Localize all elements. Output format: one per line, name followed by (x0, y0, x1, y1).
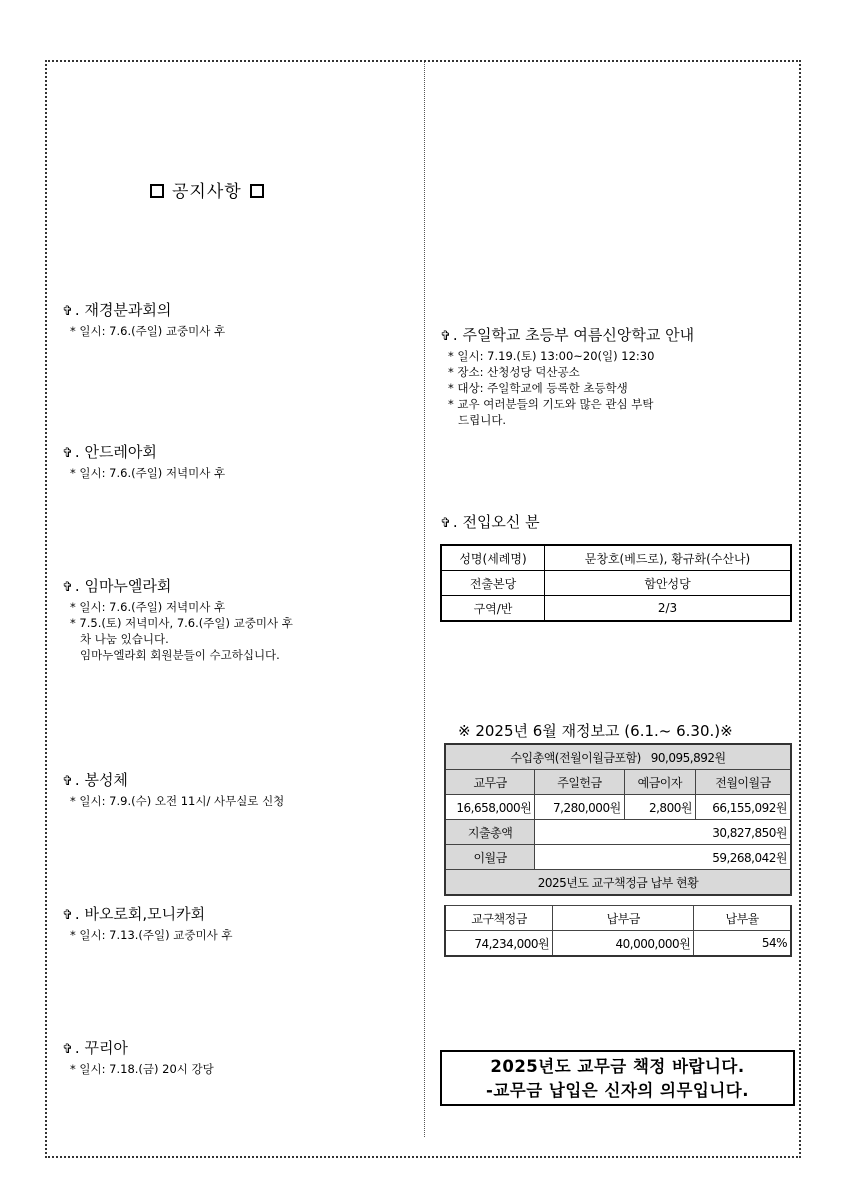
table-cell: 2/3 (545, 596, 792, 622)
table-cell: 전출본당 (441, 571, 545, 596)
table-header: 교구책정금 (445, 906, 553, 931)
table-row (445, 845, 791, 870)
cross-icon: ✞ (62, 446, 73, 461)
transfer-heading: 전입오신 분 (462, 513, 540, 531)
notice-line: 임마누엘라회 회원분들이 수고하십니다. (80, 648, 280, 662)
notice-title (150, 177, 264, 202)
table-header: 납부율 (694, 906, 791, 931)
table-header: 납부금 (553, 906, 694, 931)
table-row (445, 795, 791, 820)
contribution-banner (440, 1050, 795, 1106)
notice-item: ✞ . 바오로회,모니카회 * 일시: 7.13.(주일) 교중미사 후 (62, 905, 233, 942)
cross-icon: ✞ (62, 774, 73, 789)
table-row (441, 596, 791, 622)
column-divider (424, 62, 425, 1137)
notice-line: * 일시: 7.19.(토) 13:00~20(일) 12:30 (448, 349, 655, 363)
table-cell: 74,234,000원 (445, 931, 553, 957)
table-cell: 2,800원 (624, 795, 695, 820)
notice-line: * 일시: 7.6.(주일) 저녁미사 후 (70, 466, 226, 480)
notice-line: * 교우 여러분들의 기도와 많은 관심 부탁 (448, 397, 654, 411)
finance-table (444, 743, 792, 896)
notice-heading: 재경분과회의 (84, 301, 172, 319)
expense-label: 지출총액 (445, 820, 535, 845)
table-header: 교무금 (445, 770, 535, 795)
table-cell: 16,658,000원 (445, 795, 535, 820)
notice-line: * 장소: 산청성당 덕산공소 (448, 365, 580, 379)
square-icon (250, 184, 264, 198)
table-header: 전월이월금 (695, 770, 791, 795)
notice-item: ✞ . 봉성체 * 일시: 7.9.(수) 오전 11시/ 사무실로 신청 (62, 771, 285, 808)
notice-heading: 안드레아회 (84, 443, 157, 461)
income-total-value: 90,095,892원 (650, 750, 726, 765)
table-row (445, 744, 791, 770)
table-row (445, 770, 791, 795)
notice-heading: 봉성체 (84, 771, 128, 789)
table-row (445, 931, 791, 957)
notice-heading: 바오로회,모니카회 (84, 905, 206, 923)
cross-icon: ✞ (62, 580, 73, 595)
quota-title: 2025년도 교구책정금 납부 현황 (445, 870, 791, 896)
table-cell: 54% (694, 931, 791, 957)
table-cell: 7,280,000원 (535, 795, 624, 820)
notice-heading: 임마누엘라회 (84, 577, 172, 595)
quota-table (444, 905, 792, 957)
income-total-cell (445, 744, 791, 770)
notice-item: ✞ . 안드레아회 * 일시: 7.6.(주일) 저녁미사 후 (62, 443, 226, 480)
table-cell: 성명(세례명) (441, 545, 545, 571)
banner-line: -교무금 납입은 신자의 의무입니다. (486, 1081, 749, 1100)
notice-title-text: 공지사항 (172, 182, 242, 202)
table-row (445, 906, 791, 931)
notice-item: ✞ . 꾸리아 * 일시: 7.18.(금) 20시 강당 (62, 1039, 214, 1076)
notice-line: 차 나눔 있습니다. (80, 632, 169, 646)
transfer-section: ✞ . 전입오신 분 (440, 513, 540, 531)
notice-line: 드립니다. (458, 413, 507, 427)
cross-icon: ✞ (440, 329, 451, 344)
notice-line: * 일시: 7.6.(주일) 저녁미사 후 (70, 600, 226, 614)
table-header: 예금이자 (624, 770, 695, 795)
notice-line: * 일시: 7.6.(주일) 교중미사 후 (70, 324, 226, 338)
table-row (441, 545, 791, 571)
square-icon (150, 184, 164, 198)
notice-heading: 꾸리아 (84, 1039, 128, 1057)
table-cell: 문창호(베드로), 황규화(수산나) (545, 545, 792, 571)
notice-line: * 일시: 7.18.(금) 20시 강당 (70, 1062, 214, 1076)
cross-icon: ✞ (62, 304, 73, 319)
banner-line: 2025년도 교무금 책정 바랍니다. (490, 1057, 745, 1076)
notice-line: * 일시: 7.13.(주일) 교중미사 후 (70, 928, 233, 942)
cross-icon: ✞ (62, 1042, 73, 1057)
cross-icon: ✞ (62, 908, 73, 923)
table-row (445, 870, 791, 896)
notice-item: ✞ . 임마누엘라회 * 일시: 7.6.(주일) 저녁미사 후 * 7.5.(토) 저녁미사, 7.6.(주일) 교중미사 후 차 나눔 있습니다. 임마누엘라회 회원분들이 수고하십니다. (62, 577, 293, 662)
notice-line: * 일시: 7.9.(수) 오전 11시/ 사무실로 신청 (70, 794, 285, 808)
table-cell: 40,000,000원 (553, 931, 694, 957)
notice-line: * 7.5.(토) 저녁미사, 7.6.(주일) 교중미사 후 (70, 616, 293, 630)
notice-item: ✞ . 재경분과회의 * 일시: 7.6.(주일) 교중미사 후 (62, 301, 226, 338)
income-total-label: 수입총액(전월이월금포함) (510, 750, 641, 765)
table-cell: 구역/반 (441, 596, 545, 622)
carry-value: 59,268,042원 (535, 845, 791, 870)
carry-label: 이월금 (445, 845, 535, 870)
transfer-table (440, 544, 792, 622)
expense-value: 30,827,850원 (535, 820, 791, 845)
table-row (441, 571, 791, 596)
table-row (445, 820, 791, 845)
table-header: 주일헌금 (535, 770, 624, 795)
notice-heading: 주일학교 초등부 여름신앙학교 안내 (462, 326, 695, 344)
finance-title: ※ 2025년 6월 재정보고 (6.1.~ 6.30.)※ (458, 722, 733, 740)
school-notice: ✞ . 주일학교 초등부 여름신앙학교 안내 * 일시: 7.19.(토) 13:00~20(일) 12:30 * 장소: 산청성당 덕산공소 * 대상: 주일학교에 등록한 초등학생 * 교우 여러분들의 기도와 많은 관심 부탁 드립니다. (440, 326, 695, 427)
cross-icon: ✞ (440, 516, 451, 531)
table-cell: 함안성당 (545, 571, 792, 596)
table-cell: 66,155,092원 (695, 795, 791, 820)
notice-line: * 대상: 주일학교에 등록한 초등학생 (448, 381, 628, 395)
